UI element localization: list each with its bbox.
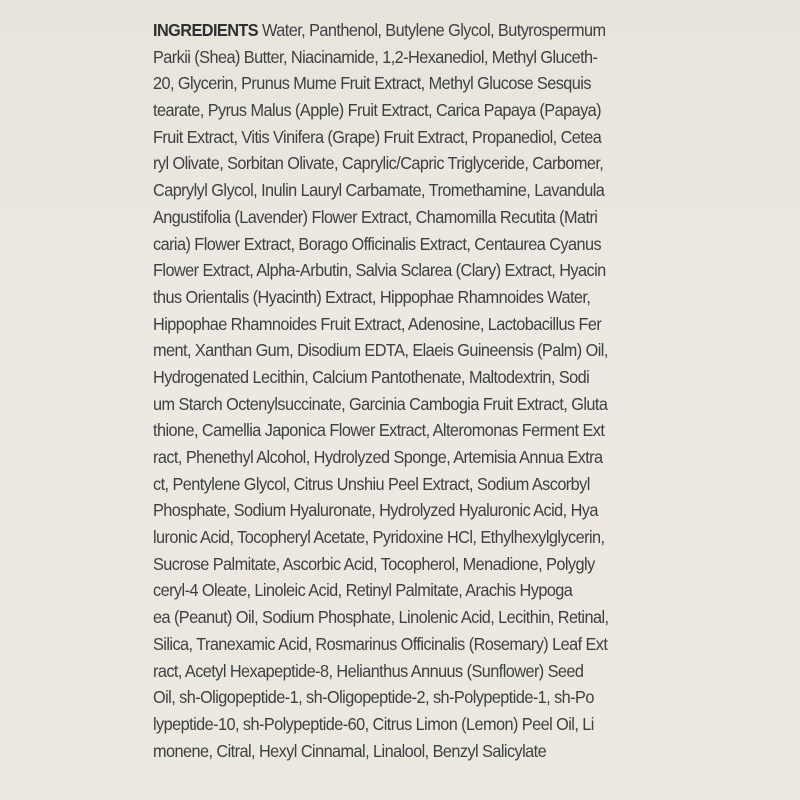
ingredient-line-24: Silica, Tranexamic Acid, Rosmarinus Officinalis (Rosemary) Leaf Ext — [153, 633, 608, 654]
ingredient-line-9: caria) Flower Extract, Borago Officinalis Extract, Centaurea Cyanus — [153, 233, 602, 254]
ingredients-heading: INGREDIENTS — [153, 20, 259, 40]
ingredient-line-22: ceryl-4 Oleate, Linoleic Acid, Retinyl Palmitate, Arachis Hypoga — [153, 580, 573, 601]
ingredient-line-15: um Starch Octenylsuccinate, Garcinia Cambogia Fruit Extract, Gluta — [153, 393, 608, 414]
ingredient-line-14: Hydrogenated Lecithin, Calcium Pantothenate, Maltodextrin, Sodi — [153, 366, 590, 387]
ingredient-line-21: Sucrose Palmitate, Ascorbic Acid, Tocopherol, Menadione, Polygly — [153, 553, 595, 574]
ingredient-line-text: Water, Panthenol, Butylene Glycol, Butyrospermum — [262, 20, 606, 40]
ingredient-line-13: ment, Xanthan Gum, Disodium EDTA, Elaeis Guineensis (Palm) Oil, — [153, 340, 608, 361]
ingredient-line-4: tearate, Pyrus Malus (Apple) Fruit Extract, Carica Papaya (Papaya) — [153, 100, 601, 121]
ingredient-line-10: Flower Extract, Alpha-Arbutin, Salvia Sclarea (Clary) Extract, Hyacin — [153, 260, 606, 281]
ingredient-line-19: Phosphate, Sodium Hyaluronate, Hydrolyzed Hyaluronic Acid, Hya — [153, 500, 598, 521]
ingredient-line-12: Hippophae Rhamnoides Fruit Extract, Adenosine, Lactobacillus Fer — [153, 313, 602, 334]
ingredient-line-17: ract, Phenethyl Alcohol, Hydrolyzed Sponge, Artemisia Annua Extra — [153, 447, 603, 467]
ingredient-line-6: ryl Olivate, Sorbitan Olivate, Caprylic/Capric Triglyceride, Carbomer, — [153, 153, 604, 174]
ingredients-list — [153, 17, 618, 764]
ingredient-line-5: Fruit Extract, Vitis Vinifera (Grape) Fruit Extract, Propanediol, Cetea — [153, 126, 602, 147]
ingredient-line-16: thione, Camellia Japonica Flower Extract, Alteromonas Ferment Ext — [153, 420, 605, 441]
ingredient-line-18: ct, Pentylene Glycol, Citrus Unshiu Peel Extract, Sodium Ascorbyl — [153, 473, 590, 494]
ingredient-line-1 — [153, 17, 618, 44]
ingredient-line-20: luronic Acid, Tocopheryl Acetate, Pyridoxine HCl, Ethylhexylglycerin, — [153, 527, 605, 548]
ingredient-line-25: ract, Acetyl Hexapeptide-8, Helianthus Annuus (Sunflower) Seed — [153, 660, 584, 681]
ingredient-line-27: lypeptide-10, sh-Polypeptide-60, Citrus Limon (Lemon) Peel Oil, Li — [153, 713, 594, 734]
ingredient-line-28: monene, Citral, Hexyl Cinnamal, Linalool, Benzyl Salicylate — [153, 740, 547, 761]
ingredient-line-11: thus Orientalis (Hyacinth) Extract, Hippophae Rhamnoides Water, — [153, 286, 591, 307]
ingredient-line-8: Angustifolia (Lavender) Flower Extract, Chamomilla Recutita (Matri — [153, 206, 598, 227]
ingredient-line-7: Caprylyl Glycol, Inulin Lauryl Carbamate, Tromethamine, Lavandula — [153, 180, 605, 201]
ingredient-line-3: 20, Glycerin, Prunus Mume Fruit Extract, Methyl Glucose Sesquis — [153, 73, 591, 94]
ingredient-line-23: ea (Peanut) Oil, Sodium Phosphate, Linolenic Acid, Lecithin, Retinal, — [153, 607, 609, 628]
ingredient-line-2: Parkii (Shea) Butter, Niacinamide, 1,2-Hexanediol, Methyl Gluceth- — [153, 46, 598, 67]
ingredient-line-26: Oil, sh-Oligopeptide-1, sh-Oligopeptide-2, sh-Polypeptide-1, sh-Po — [153, 687, 594, 708]
